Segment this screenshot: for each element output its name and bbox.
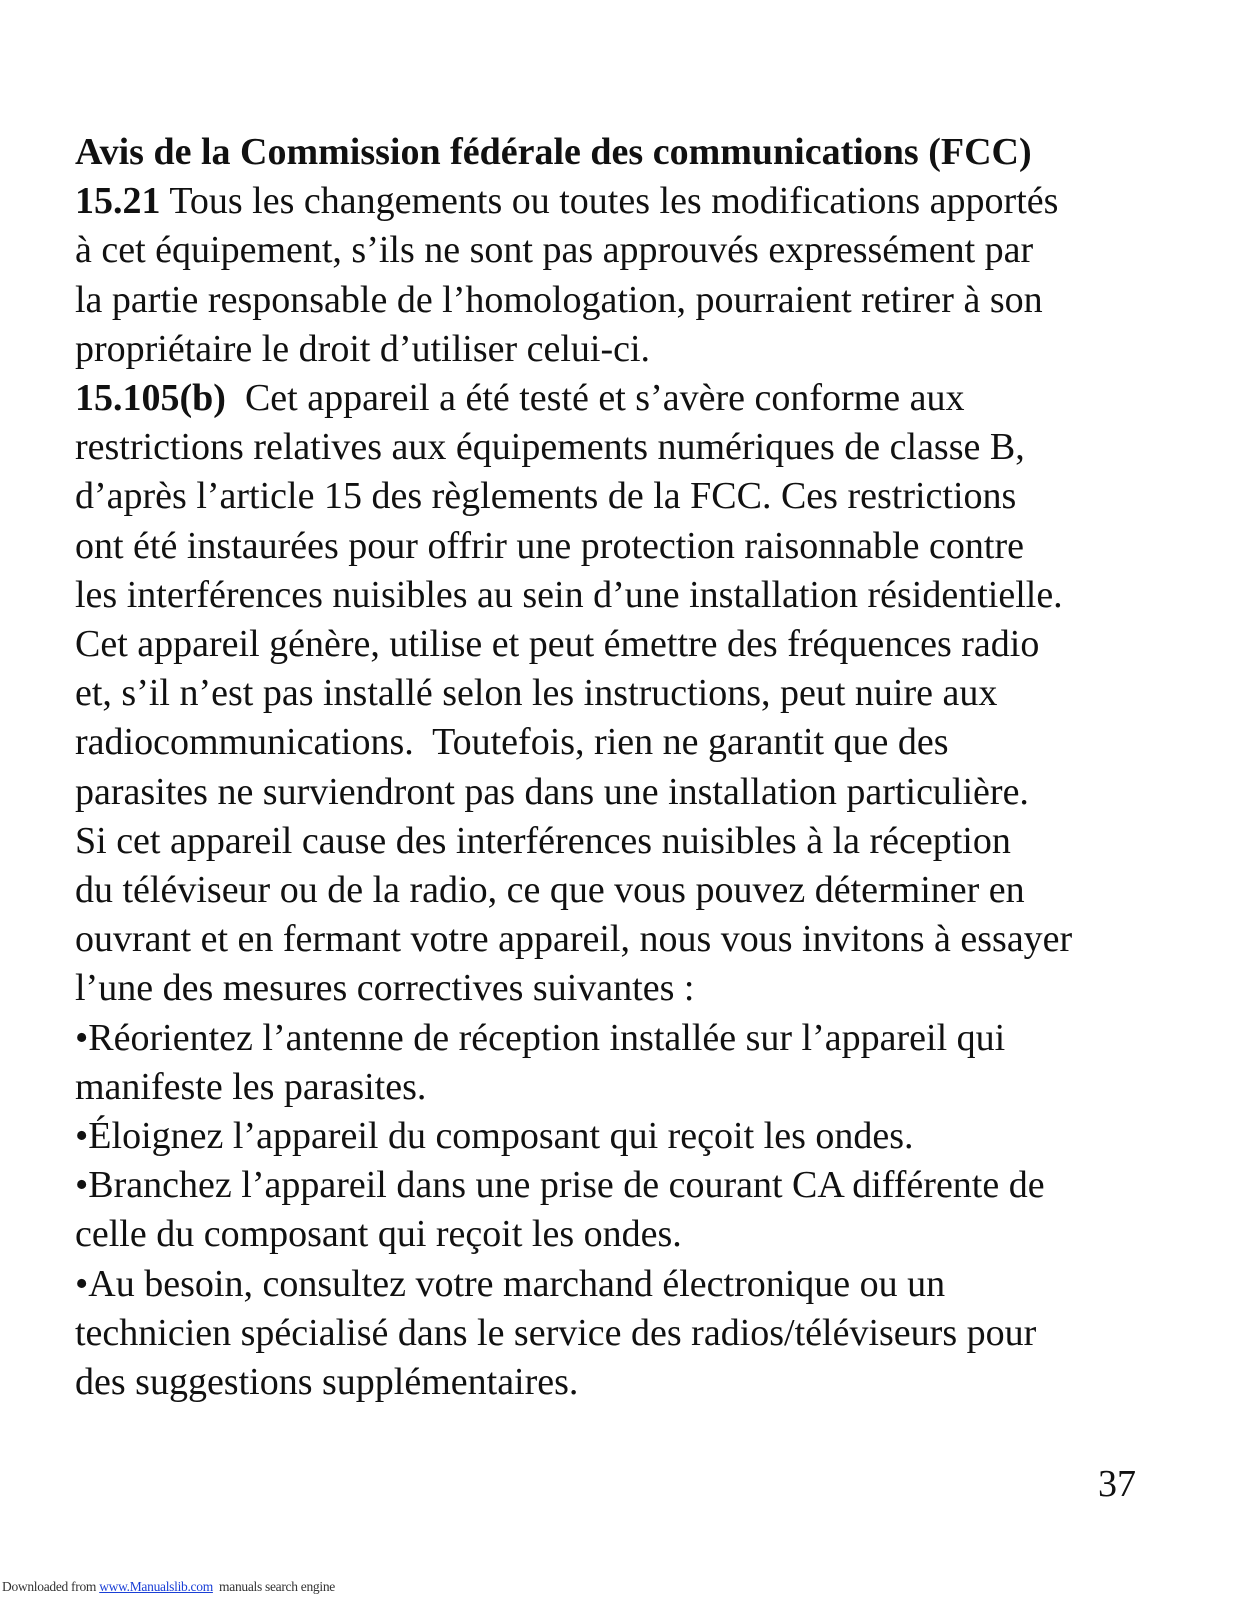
document-body	[75, 128, 1185, 1407]
section-line: Si cet appareil cause des interférences nuisibles à la réception	[75, 819, 1011, 862]
section-line: les interférences nuisibles au sein d’une installation résidentielle.	[75, 573, 1063, 616]
download-footer	[2, 1579, 335, 1595]
section-line: d’après l’article 15 des règlements de la FCC. Ces restrictions	[75, 475, 1017, 518]
footer-prefix: Downloaded from	[2, 1579, 100, 1594]
section-line: radiocommunications. Toutefois, rien ne garantit que des	[75, 721, 949, 764]
bullet-item: •Réorientez l’antenne de réception installée sur l’appareil qui	[75, 1016, 1006, 1059]
section-ref: 15.105(b)	[75, 377, 226, 420]
section-line: du téléviseur ou de la radio, ce que vous pouvez déterminer en	[75, 869, 1025, 912]
section-ref: 15.21	[75, 180, 161, 223]
bullet-item: •Éloignez l’appareil du composant qui reçoit les ondes.	[75, 1115, 914, 1158]
section-line: l’une des mesures correctives suivantes :	[75, 967, 695, 1010]
page-number: 37	[1098, 1463, 1136, 1505]
section-line: ont été instaurées pour offrir une protection raisonnable contre	[75, 524, 1024, 567]
section-line: et, s’il n’est pas installé selon les instructions, peut nuire aux	[75, 672, 998, 715]
footer-suffix: manuals search engine	[212, 1579, 335, 1594]
section-15-105b-first-line	[75, 374, 1185, 423]
bullet-continuation: celle du composant qui reçoit les ondes.	[75, 1213, 682, 1256]
section-line: ouvrant et en fermant votre appareil, nous vous invitons à essayer	[75, 918, 1073, 961]
section-line: Cet appareil génère, utilise et peut émettre des fréquences radio	[75, 623, 1040, 666]
bullet-item: •Au besoin, consultez votre marchand électronique ou un	[75, 1262, 946, 1305]
section-line: restrictions relatives aux équipements numériques de classe B,	[75, 426, 1025, 469]
manualslib-link[interactable]: www.Manualslib.com	[99, 1579, 213, 1594]
bullet-item: •Branchez l’appareil dans une prise de courant CA différente de	[75, 1164, 1045, 1207]
bullet-continuation: technicien spécialisé dans le service des radios/téléviseurs pour	[75, 1311, 1037, 1354]
section-line: à cet équipement, s’ils ne sont pas approuvés expressément par	[75, 229, 1034, 272]
bullet-continuation: manifeste les parasites.	[75, 1065, 427, 1108]
section-line: la partie responsable de l’homologation, pourraient retirer à son	[75, 278, 1043, 321]
section-line: propriétaire le droit d’utiliser celui-ci.	[75, 327, 651, 370]
bullet-continuation: des suggestions supplémentaires.	[75, 1361, 579, 1404]
section-text: Tous les changements ou toutes les modifications apportés	[160, 180, 1059, 223]
section-text: Cet appareil a été testé et s’avère conforme aux	[225, 377, 965, 420]
section-15-21-first-line	[75, 177, 1185, 226]
document-heading: Avis de la Commission fédérale des communications (FCC)	[75, 131, 1032, 173]
section-line: parasites ne surviendront pas dans une installation particulière.	[75, 770, 1029, 813]
